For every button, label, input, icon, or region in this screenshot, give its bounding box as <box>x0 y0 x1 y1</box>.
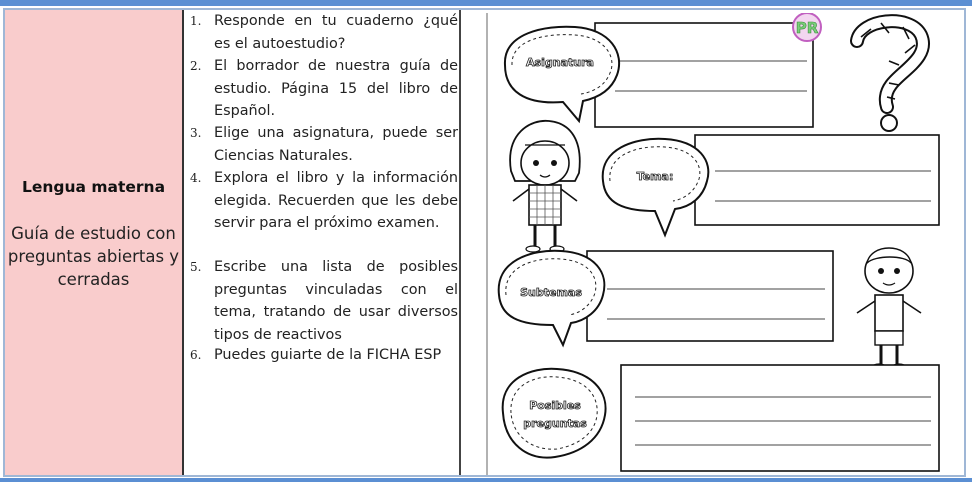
bubble-label-tema: Tema: <box>636 170 674 183</box>
instruction-text: Puedes guiarte de la FICHA ESP <box>214 347 442 363</box>
instruction-text: El borrador de nuestra guía de estudio. Página 15 del libro de Español. <box>214 58 458 119</box>
speech-bubble <box>503 369 606 458</box>
answer-box <box>621 365 939 471</box>
girl-character-icon <box>510 121 580 252</box>
answer-box <box>587 251 833 341</box>
bubble-label-asignatura: Asignatura <box>526 56 594 69</box>
instruction-number: 3. <box>190 126 202 140</box>
subject-cell <box>5 10 184 475</box>
top-border-bar <box>0 0 972 6</box>
pr-badge <box>793 13 821 41</box>
bubble-label-subtemas: Subtemas <box>520 286 582 299</box>
instructions-cell <box>186 10 461 475</box>
bubble-label-posibles: Posibles <box>529 399 581 412</box>
instruction-number: 1. <box>190 14 202 28</box>
subject-description: Guía de estudio con preguntas abiertas y cerradas <box>7 224 180 289</box>
instruction-text: Explora el libro y la información elegida. Recuerden que les debe servir para el próximo examen. <box>214 170 458 231</box>
instruction-text: Elige una asignatura, puede ser Ciencias Naturales. <box>214 125 458 164</box>
subtemas-section <box>499 251 833 345</box>
subject-title: Lengua materna <box>21 178 166 196</box>
instruction-number: 2. <box>190 59 202 73</box>
tema-section <box>603 135 939 235</box>
answer-box <box>695 135 939 225</box>
instruction-text: Responde en tu cuaderno ¿qué es el autoestudio? <box>214 13 458 52</box>
worksheet-cell <box>463 10 966 475</box>
question-mark-icon <box>857 21 923 131</box>
instruction-number: 5. <box>190 260 202 274</box>
instruction-number: 4. <box>190 171 202 185</box>
instruction-text: Escribe una lista de posibles preguntas vinculadas con el tema, tratando de usar diversos tipos de reactivos <box>214 259 458 343</box>
pr-badge-text: PR <box>795 19 819 37</box>
posibles-preguntas-section <box>503 365 939 471</box>
boy-character-icon <box>857 248 921 370</box>
asignatura-section <box>505 23 813 127</box>
bottom-border-bar <box>0 478 972 482</box>
study-guide-worksheet <box>485 13 965 475</box>
speech-bubble <box>603 139 709 235</box>
bubble-label-preguntas: preguntas <box>523 417 587 430</box>
instruction-number: 6. <box>190 348 202 362</box>
answer-box <box>595 23 813 127</box>
